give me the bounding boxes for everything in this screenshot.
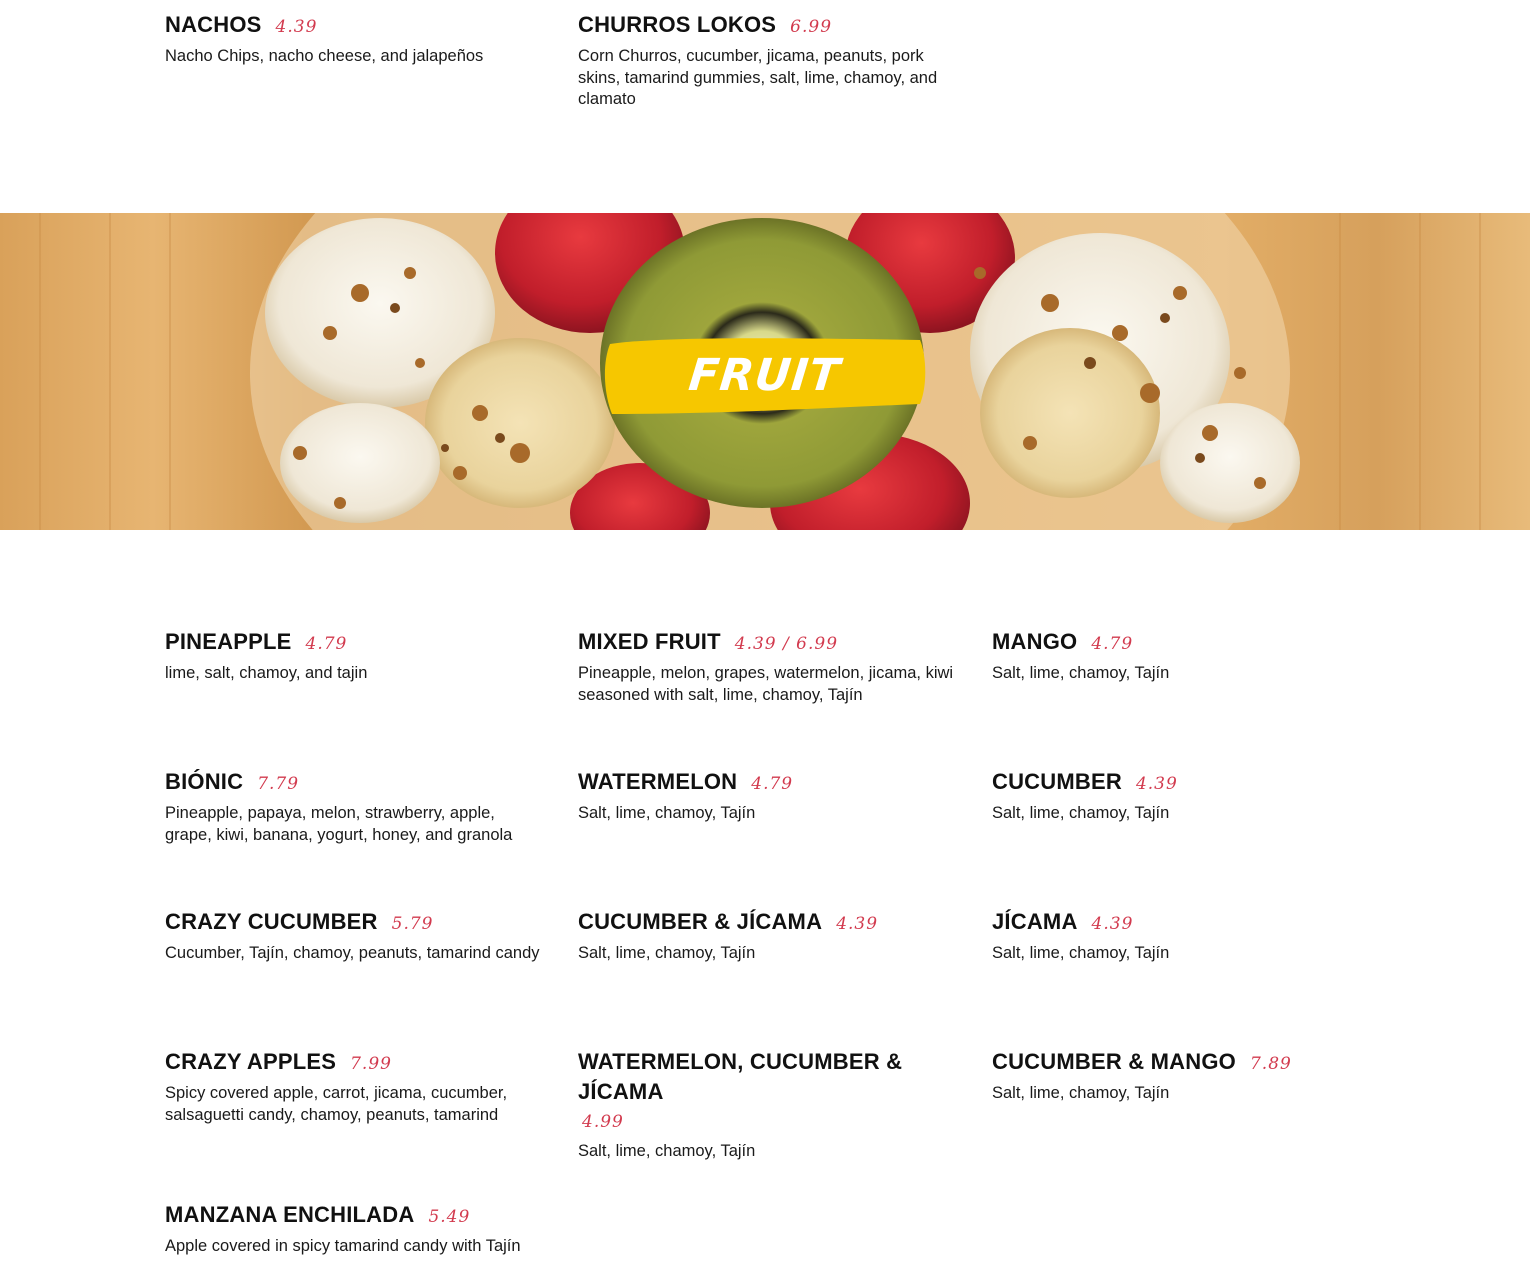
item-name: JÍCAMA [992, 909, 1078, 934]
item-price: 7.99 [350, 1054, 392, 1074]
menu-item-churros-lokos [578, 10, 963, 111]
item-price: 4.39 / 6.99 [734, 634, 839, 654]
menu-item-mixed-fruit [578, 627, 958, 706]
item-description: Apple covered in spicy tamarind candy with Tajín [165, 1237, 521, 1255]
item-description: Nacho Chips, nacho cheese, and jalapeños [165, 47, 484, 65]
menu-item-cucumber-jicama [578, 907, 958, 965]
menu-item-crazy-cucumber [165, 907, 545, 965]
fruit-grid [165, 627, 1405, 1288]
item-description: Salt, lime, chamoy, Tajín [992, 804, 1170, 822]
menu-item-crazy-apples [165, 1047, 545, 1126]
menu-item-bionic [165, 767, 545, 846]
item-price: 4.39 [1091, 914, 1134, 934]
menu-item-manzana-enchilada [165, 1200, 545, 1258]
item-name: CUCUMBER & MANGO [992, 1049, 1236, 1074]
menu-item-cucumber-mango [992, 1047, 1372, 1105]
item-description: Salt, lime, chamoy, Tajín [992, 944, 1170, 962]
fruit-banner [0, 213, 1530, 530]
item-price: 4.79 [751, 774, 794, 794]
item-price: 6.99 [790, 17, 833, 37]
item-price: 4.79 [305, 634, 348, 654]
item-price: 5.49 [428, 1207, 471, 1227]
item-price: 4.39 [1135, 774, 1178, 794]
item-description: Pineapple, papaya, melon, strawberry, apple, grape, kiwi, banana, yogurt, honey, and granola [165, 804, 513, 844]
item-price: 4.39 [836, 914, 879, 934]
snacks-grid [165, 0, 1405, 120]
item-name: WATERMELON [578, 769, 738, 794]
fruit-section-label [602, 334, 928, 416]
item-description: Pineapple, melon, grapes, watermelon, jicama, kiwi seasoned with salt, lime, chamoy, Tajín [578, 664, 954, 704]
item-price: 7.89 [1249, 1054, 1292, 1074]
item-name: BIÓNIC [165, 769, 244, 794]
item-description: Salt, lime, chamoy, Tajín [578, 804, 756, 822]
item-price: 4.99 [582, 1112, 624, 1132]
item-description: Salt, lime, chamoy, Tajín [992, 664, 1170, 682]
item-name: MIXED FRUIT [578, 629, 721, 654]
item-name: CHURROS LOKOS [578, 12, 777, 37]
item-price: 7.79 [257, 774, 300, 794]
item-name: NACHOS [165, 12, 262, 37]
item-description: Corn Churros, cucumber, jicama, peanuts, pork skins, tamarind gummies, salt, lime, chamoy, and clamato [578, 47, 938, 108]
item-name: MANGO [992, 629, 1078, 654]
menu-item-cucumber [992, 767, 1372, 825]
menu-item-watermelon [578, 767, 958, 825]
menu-item-mango [992, 627, 1372, 685]
item-price: 5.79 [391, 914, 434, 934]
item-description: lime, salt, chamoy, and tajin [165, 664, 368, 682]
item-name: PINEAPPLE [165, 629, 292, 654]
item-price: 4.79 [1091, 634, 1134, 654]
item-name: WATERMELON, CUCUMBER & JÍCAMA [578, 1049, 903, 1104]
item-name: CUCUMBER [992, 769, 1122, 794]
item-name: CRAZY APPLES [165, 1049, 337, 1074]
fruit-section-title: FRUIT [686, 349, 844, 401]
item-price: 4.39 [275, 17, 318, 37]
menu-item-watermelon-cucumber-jicama [578, 1047, 908, 1163]
item-name: MANZANA ENCHILADA [165, 1202, 415, 1227]
menu-item-nachos [165, 10, 545, 68]
item-name: CRAZY CUCUMBER [165, 909, 378, 934]
menu-item-pineapple [165, 627, 545, 685]
item-name: CUCUMBER & JÍCAMA [578, 909, 823, 934]
menu-item-jicama [992, 907, 1372, 965]
item-description: Salt, lime, chamoy, Tajín [578, 1142, 756, 1160]
item-description: Cucumber, Tajín, chamoy, peanuts, tamarind candy [165, 944, 540, 962]
item-description: Salt, lime, chamoy, Tajín [578, 944, 756, 962]
item-description: Salt, lime, chamoy, Tajín [992, 1084, 1170, 1102]
item-description: Spicy covered apple, carrot, jicama, cucumber, salsaguetti candy, chamoy, peanuts, tamarind [165, 1084, 508, 1124]
